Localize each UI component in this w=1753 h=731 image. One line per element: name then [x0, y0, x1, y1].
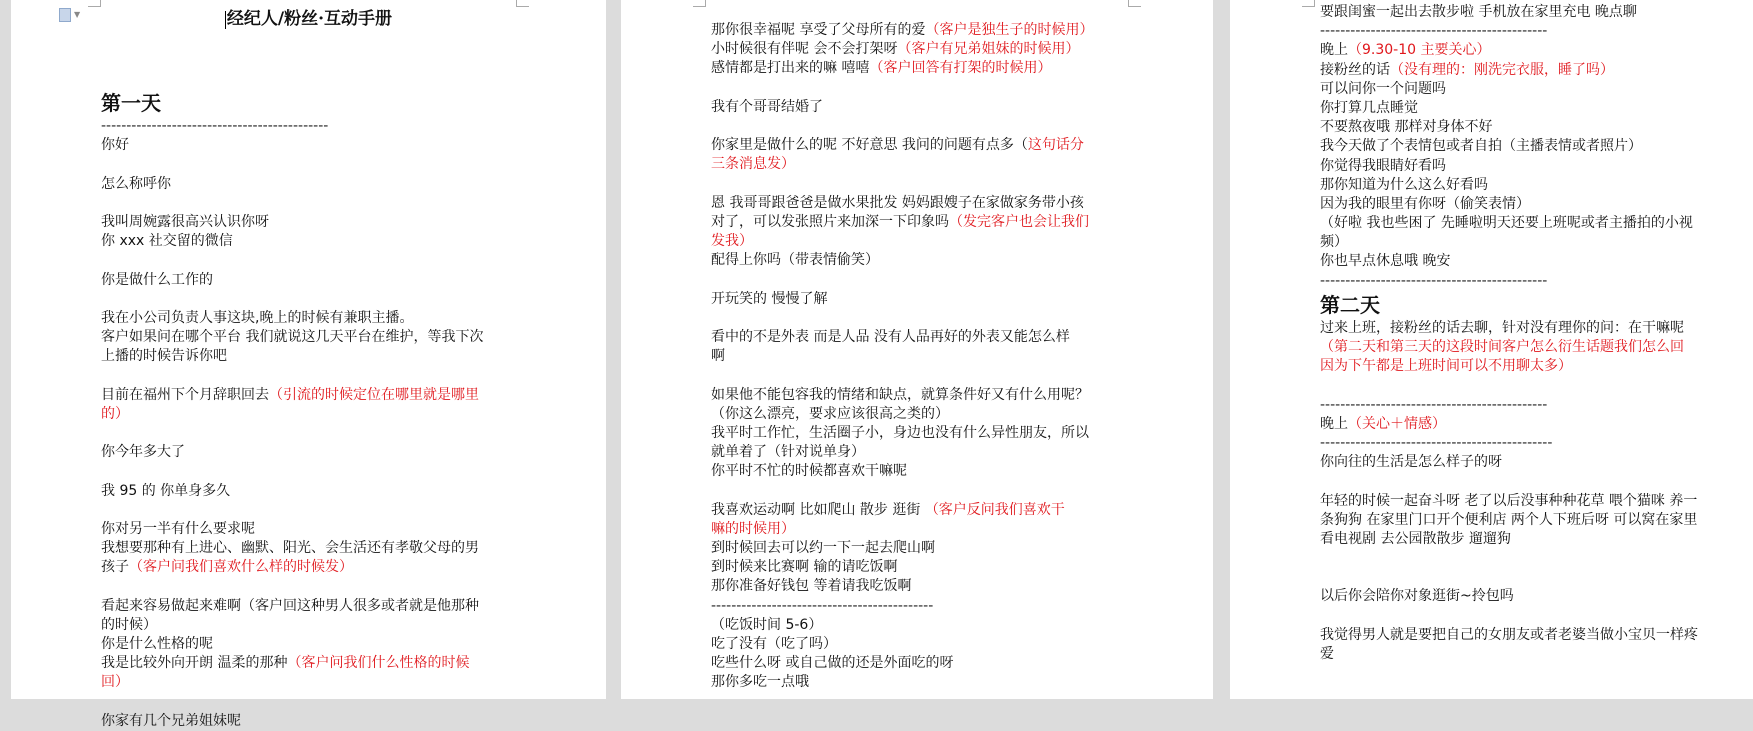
script-line: [711, 462, 1093, 481]
script-line: [711, 520, 1093, 539]
script-line: [101, 271, 483, 290]
blank-line: [101, 251, 483, 270]
line-text: 你也早点休息哦 晚安: [1320, 253, 1451, 270]
script-line: [1320, 3, 1698, 22]
script-line: [711, 40, 1093, 59]
script-line: [101, 539, 483, 558]
script-line: [711, 213, 1093, 232]
document-page-2[interactable]: [621, 0, 1213, 699]
line-text: 频）: [1320, 234, 1348, 251]
script-line: [711, 539, 1093, 558]
line-text: 你今年多大了: [101, 444, 185, 461]
script-line: [101, 328, 483, 347]
script-line: [711, 136, 1093, 155]
chevron-down-icon[interactable]: ▼: [74, 10, 81, 19]
script-line: [101, 712, 483, 731]
blank-line: [711, 482, 1093, 501]
annotation-note: （关心＋情感）: [1348, 415, 1446, 432]
script-line: [101, 386, 483, 405]
script-line: [1320, 118, 1698, 137]
script-line: [1320, 137, 1698, 156]
script-line: [1320, 587, 1698, 606]
line-text: 晚上: [1320, 42, 1348, 59]
line-text: 目前在福州下个月辞职回去: [101, 386, 269, 403]
blank-line: [711, 270, 1093, 289]
line-text: 接粉丝的话: [1320, 61, 1390, 78]
script-line: [101, 597, 483, 616]
script-line: [711, 155, 1093, 174]
script-line: [101, 309, 483, 328]
blank-line: [711, 366, 1093, 385]
annotation-note: （客户反问我们喜欢干: [924, 501, 1065, 518]
line-text: 过来上班，接粉丝的话去聊，针对没有理你的问：在干嘛呢: [1320, 319, 1684, 336]
line-text: 吃些什么呀 或自己做的还是外面吃的呀: [711, 655, 954, 672]
line-text: （好啦 我也些困了 先睡啦明天还要上班呢或者主播拍的小视: [1320, 215, 1693, 232]
script-line: [101, 213, 483, 232]
script-line: [711, 98, 1093, 117]
page-body[interactable]: [101, 89, 483, 731]
annotation-note: 发我）: [711, 233, 753, 250]
line-text: 不要熬夜哦 那样对身体不好: [1320, 119, 1493, 136]
line-text: 我有个哥哥结婚了: [711, 98, 823, 115]
line-text: 到时候回去可以约一下一起去爬山啊: [711, 540, 935, 557]
annotation-note: 嘛的时候用）: [711, 520, 795, 537]
script-line: [101, 175, 483, 194]
script-line: [101, 673, 483, 692]
crop-mark: [693, 0, 706, 7]
line-text: 因为我的眼里有你呀（偷笑表情）: [1320, 195, 1530, 212]
script-line: [101, 232, 483, 251]
line-text: 你家里是做什么的呢 不好意思 我问的问题有点多（: [711, 137, 1028, 154]
annotation-note: 回）: [101, 674, 129, 691]
annotation-note: （客户是独生子的时候用）: [925, 22, 1094, 38]
script-line: [711, 59, 1093, 78]
line-text: 配得上你吗（带表情偷笑）: [711, 252, 879, 269]
blank-line: [1320, 376, 1698, 395]
line-text: 就单着了（针对说单身）: [711, 444, 865, 461]
line-text: 的时候）: [101, 616, 157, 633]
script-line: [101, 520, 483, 539]
blank-line: [1320, 549, 1698, 568]
script-line: [1320, 195, 1698, 214]
blank-line: [711, 309, 1093, 328]
script-line: [711, 424, 1093, 443]
line-text: 你好: [101, 137, 129, 154]
line-text: 小时候很有伴呢 会不会打架呀: [711, 41, 898, 58]
line-text: 到时候来比赛啊 输的请吃饭啊: [711, 559, 898, 576]
annotation-note: （没有理的：刚洗完衣服，睡了吗）: [1390, 61, 1614, 78]
script-line: [101, 635, 483, 654]
document-page-1[interactable]: [11, 0, 606, 729]
script-line: [1320, 157, 1698, 176]
line-text: 你是什么性格的呢: [101, 636, 213, 653]
line-text: 你家有几个兄弟姐妹呢: [101, 712, 241, 729]
script-line: [1320, 357, 1698, 376]
script-line: [711, 443, 1093, 462]
line-text: 恩 我哥哥跟爸爸是做水果批发 妈妈跟嫂子在家做家务带小孩: [711, 194, 1084, 211]
script-line: [711, 232, 1093, 251]
line-text: 要跟闺蜜一起出去散步啦 手机放在家里充电 晚点聊: [1320, 4, 1637, 20]
script-line: [101, 136, 483, 155]
script-line: [1320, 214, 1698, 233]
line-text: 条狗狗 在家里门口开个便利店 两个人下班后呀 可以窝在家里: [1320, 511, 1698, 528]
script-line: [1320, 645, 1698, 664]
annotation-note: （客户问我们喜欢什么样的时候发）: [129, 559, 353, 576]
annotation-note: 三条消息发）: [711, 156, 795, 173]
annotation-note: （客户问我们什么性格的时候: [287, 655, 470, 672]
line-text: 那你准备好钱包 等着请我吃饭啊: [711, 578, 912, 595]
line-text: 感情都是打出来的嘛 嘻嘻: [711, 60, 870, 77]
day-heading: 第一天: [101, 91, 161, 115]
script-line: [101, 616, 483, 635]
dashed-divider: --------------------------------------------: [711, 597, 934, 614]
script-line: [711, 405, 1093, 424]
line-text: 我 95 的 你单身多久: [101, 482, 231, 499]
script-line: [711, 290, 1093, 309]
line-text: 看电视剧 去公园散散步 遛遛狗: [1320, 530, 1511, 547]
line-text: 对了，可以发张照片来加深一下印象吗: [711, 213, 949, 230]
script-line: [101, 558, 483, 577]
line-text: 上播的时候告诉你吧: [101, 348, 227, 365]
script-line: [711, 328, 1093, 347]
line-text: 我平时工作忙，生活圈子小，身边也没有什么异性朋友，所以: [711, 424, 1089, 441]
line-text: 客户如果问在哪个平台 我们就说这几天平台在维护，等我下次: [101, 329, 484, 346]
blank-line: [711, 175, 1093, 194]
line-text: 你是做什么工作的: [101, 271, 213, 288]
blank-line: [101, 155, 483, 174]
dashed-divider: ---------------------------------------------: [1320, 23, 1548, 40]
blank-line: [1320, 472, 1698, 491]
script-line: [1320, 530, 1698, 549]
script-line: [711, 577, 1093, 596]
line-text: 开玩笑的 慢慢了解: [711, 290, 828, 307]
crop-mark: [1128, 0, 1141, 7]
dashed-divider: ---------------------------------------------: [1320, 396, 1548, 413]
blank-line: [101, 693, 483, 712]
line-text: 啊: [711, 348, 725, 365]
line-text: 我是比较外向开朗 温柔的那种: [101, 655, 288, 672]
line-text: 那你多吃一点哦: [711, 674, 809, 691]
blank-line: [1320, 568, 1698, 587]
annotation-note: （发完客户也会让我们: [949, 213, 1089, 230]
annotation-note: 因为下午都是上班时间可以不用聊太多）: [1320, 358, 1572, 375]
line-text: 看起来容易做起来难啊（客户回这种男人很多或者就是他那种: [101, 597, 479, 614]
blank-line: [101, 462, 483, 481]
script-line: [1320, 233, 1698, 252]
line-text: 那你知道为什么这么好看吗: [1320, 176, 1488, 193]
script-line: [711, 673, 1093, 692]
blank-line: [101, 194, 483, 213]
annotation-note: （9.30-10 主要关心）: [1348, 42, 1491, 59]
script-line: [101, 347, 483, 366]
dashed-divider: ----------------------------------------------: [1320, 434, 1553, 451]
line-text: 晚上: [1320, 415, 1348, 432]
script-line: [1320, 80, 1698, 99]
line-text: 孩子: [101, 559, 129, 576]
line-text: 以后你会陪你对象逛街~拎包吗: [1320, 588, 1514, 605]
crop-mark: [1302, 0, 1315, 7]
line-text: 我想要那种有上进心、幽默、阳光、会生活还有孝敬父母的男: [101, 540, 479, 557]
script-line: [101, 654, 483, 673]
line-text: 年轻的时候一起奋斗呀 老了以后没事种种花草 喂个猫咪 养一: [1320, 492, 1698, 509]
blank-line: [101, 424, 483, 443]
line-text: （你这么漂亮，要求应该很高之类的）: [711, 405, 949, 422]
script-line: [1320, 453, 1698, 472]
script-line: [711, 251, 1093, 270]
blank-line: [101, 366, 483, 385]
annotation-note: 这句话分: [1027, 137, 1084, 154]
script-line: [711, 616, 1093, 635]
script-line: [1320, 319, 1698, 338]
text-cursor: [225, 11, 226, 29]
day-heading: 第二天: [1320, 292, 1380, 317]
script-line: [101, 405, 483, 424]
script-line: [711, 194, 1093, 213]
dashed-divider: ---------------------------------------------: [101, 118, 329, 134]
document-page-3[interactable]: [1230, 0, 1753, 699]
line-text: 我叫周婉露很高兴认识你呀: [101, 213, 269, 230]
annotation-note: （第二天和第三天的这段时间客户怎么衍生话题我们怎么回: [1320, 339, 1684, 355]
script-line: [711, 386, 1093, 405]
script-line: [1320, 626, 1698, 645]
line-text: 可以问你一个问题吗: [1320, 80, 1446, 97]
line-text: 我今天做了个表情包或者自拍（主播表情或者照片）: [1320, 138, 1642, 155]
script-line: [1320, 511, 1698, 530]
line-text: 吃了没有（吃了吗）: [711, 636, 837, 652]
line-text: 怎么称呼你: [101, 175, 171, 192]
line-text: 你 xxx 社交留的微信: [101, 233, 233, 250]
script-line: [711, 501, 1093, 520]
line-text: 我觉得男人就是要把自己的女朋友或者老婆当做小宝贝一样疼: [1320, 626, 1698, 643]
line-text: （吃饭时间 5-6）: [711, 616, 823, 633]
annotation-note: （引流的时候定位在哪里就是哪里: [269, 386, 479, 403]
annotation-note: （客户有兄弟姐妹的时候用）: [897, 41, 1080, 58]
line-text: 你向往的生活是怎么样子的呀: [1320, 454, 1502, 471]
script-line: [1320, 41, 1698, 60]
script-line: [711, 21, 1093, 40]
line-text: 你觉得我眼睛好看吗: [1320, 157, 1446, 174]
line-text: 如果他不能包容我的情绪和缺点，就算条件好又有什么用呢？: [711, 386, 1089, 403]
document-title[interactable]: [11, 4, 606, 29]
blank-line: [101, 290, 483, 309]
script-line: [101, 482, 483, 501]
line-text: 我在小公司负责人事这块,晚上的时候有兼职主播。: [101, 309, 414, 326]
dashed-divider: ---------------------------------------------: [1320, 272, 1548, 289]
script-line: [711, 654, 1093, 673]
blank-line: [101, 501, 483, 520]
script-line: [101, 443, 483, 462]
script-line: [1320, 61, 1698, 80]
script-line: [711, 347, 1093, 366]
blank-line: [711, 79, 1093, 98]
script-line: [1320, 176, 1698, 195]
line-text: 那你很幸福呢 享受了父母所有的爱: [711, 22, 926, 38]
line-text: 爱: [1320, 646, 1334, 662]
line-text: 我喜欢运动啊 比如爬山 散步 逛街: [711, 501, 925, 518]
script-line: [1320, 492, 1698, 511]
line-text: 你平时不忙的时候都喜欢干嘛呢: [711, 463, 907, 480]
line-text: 你对另一半有什么要求呢: [101, 520, 255, 537]
blank-line: [1320, 607, 1698, 626]
script-line: [711, 558, 1093, 577]
line-text: 看中的不是外表 而是人品 没有人品再好的外表又能怎么样: [711, 329, 1070, 345]
page-body[interactable]: [1320, 3, 1698, 664]
blank-line: [711, 117, 1093, 136]
annotation-note: （客户回答有打架的时候用）: [869, 60, 1052, 77]
annotation-note: 的）: [101, 405, 129, 422]
script-line: [711, 635, 1093, 654]
line-text: 你打算几点睡觉: [1320, 99, 1418, 116]
document-title-text: 经纪人/粉丝·互动手册: [226, 9, 393, 29]
blank-line: [101, 578, 483, 597]
page-body[interactable]: [711, 21, 1093, 693]
script-line: [1320, 415, 1698, 434]
script-line: [1320, 338, 1698, 357]
script-line: [1320, 99, 1698, 118]
script-line: [1320, 252, 1698, 271]
